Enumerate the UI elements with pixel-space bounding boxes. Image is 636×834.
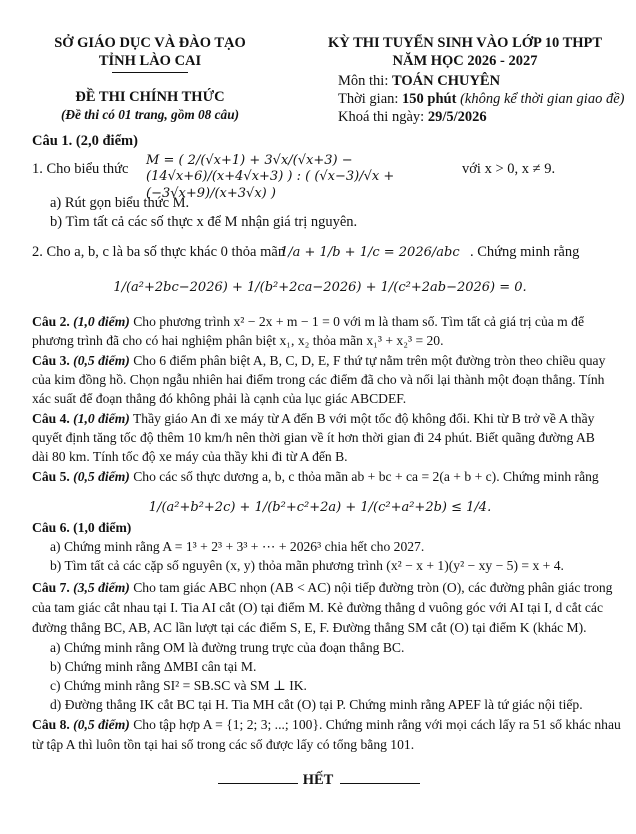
q7-part-c: c) Chứng minh rằng SI² = SB.SC và SM ⊥ IK. — [50, 678, 307, 693]
q3-line2: của kim đồng hồ. Chọn ngẫu nhiên hai điểm trong các điểm đã cho và nối lại thành một đoạn thẳng. Tính — [32, 372, 605, 387]
end-marker: HẾT — [302, 772, 334, 788]
q1-part-a: a) Rút gọn biểu thức M. — [50, 195, 190, 211]
q1-expression: M = ( 2/(√x+1) + 3√x/(√x+3) − (14√x+6)/(x+4√x+3) ) : ( (√x−3)/√x + (−3√x+9)/(x+3√x) ) — [146, 153, 395, 201]
q1-part1-lead: 1. Cho biểu thức — [32, 161, 129, 177]
q6-part-a: a) Chứng minh rằng A = 1³ + 2³ + 3³ + ⋯ + 2026³ chia hết cho 2027. — [50, 539, 425, 554]
q4-line2: quyết định tăng tốc độ thêm 10 km/h nên thời gian về ít hơn thời gian đi 24 phút. Biết quãng đường AB — [32, 430, 595, 445]
subject-line: Môn thi: TOÁN CHUYÊN — [338, 73, 501, 89]
q7-part-a: a) Chứng minh rằng OM là đường trung trực của đoạn thẳng BC. — [50, 640, 405, 655]
q1-part-b: b) Tìm tất cả các số thực x để M nhận giá trị nguyên. — [50, 214, 358, 230]
q8-line1: Câu 8. (0,5 điểm) Cho tập hợp A = {1; 2; 3; ...; 100}. Chứng minh rằng với mọi cách lấy ra 51 số khác nhau — [32, 717, 621, 732]
q2-line1: Câu 2. (1,0 điểm) Cho phương trình x² − 2x + m − 1 = 0 với m là tham số. Tìm tất cả giá trị của m để — [32, 314, 584, 329]
q6-part-b: b) Tìm tất cả các cặp số nguyên (x, y) thỏa mãn phương trình (x² − x + 1)(y² − xy − 5) = x + 4. — [50, 558, 564, 573]
q5-inequality: 1/(a²+b²+2c) + 1/(b²+c²+2a) + 1/(c²+a²+2b) ≤ 1/4. — [148, 500, 492, 515]
department-name: SỞ GIÁO DỤC VÀ ĐÀO TẠO — [54, 35, 246, 51]
q3-line1: Câu 3. (0,5 điểm) Cho 6 điểm phân biệt A, B, C, D, E, F thứ tự nằm trên một đường tròn theo chiều quay — [32, 353, 606, 368]
exam-note: (Đề thi có 01 trang, gồm 08 câu) — [60, 107, 240, 122]
exam-title: KỲ THI TUYỂN SINH VÀO LỚP 10 THPT — [327, 35, 603, 51]
q7-part-b: b) Chứng minh rằng ΔMBI cân tại M. — [50, 659, 257, 674]
q3-line3: xác suất để đoạn thẳng đó không phải là cạnh của lục giác ABCDEF. — [32, 391, 407, 406]
q1-part2-equation: 1/a + 1/b + 1/c = 2026/abc — [280, 245, 460, 260]
q1-heading: Câu 1. (2,0 điểm) — [32, 133, 138, 149]
q4-line3: dài 80 km. Tính tốc độ xe máy của thầy khi đi từ A đến B. — [32, 449, 348, 464]
date-line: Khoá thi ngày: 29/5/2026 — [338, 109, 487, 125]
q5-line1: Câu 5. (0,5 điểm) Cho các số thực dương a, b, c thỏa mãn ab + bc + ca = 2(a + b + c). Chứng minh rằng — [32, 469, 599, 484]
q1-part2-lead: 2. Cho a, b, c là ba số thực khác 0 thỏa mãn — [32, 244, 286, 260]
q8-line2: từ tập A thì luôn tồn tại hai số trong các số được lấy có tổng bằng 101. — [32, 737, 415, 752]
q7-line2: của tam giác cắt nhau tại I. Tia AI cắt (O) tại điểm M. Kẻ đường thẳng d vuông góc với AI tại I, d cắt các — [32, 600, 603, 615]
q7-part-d: d) Đường thẳng IK cắt BC tại H. Tia MH cắt (O) tại P. Chứng minh rằng APEF là tứ giác nội tiếp. — [50, 697, 583, 712]
time-line: Thời gian: 150 phút (không kể thời gian giao đề) — [338, 91, 625, 107]
province-name: TỈNH LÀO CAI — [98, 53, 202, 69]
school-year: NĂM HỌC 2026 - 2027 — [392, 53, 538, 69]
q1-part2-identity: 1/(a²+2bc−2026) + 1/(b²+2ca−2026) + 1/(c²+2ab−2026) = 0. — [113, 280, 527, 295]
q1-condition: với x > 0, x ≠ 9. — [462, 161, 556, 177]
official-label: ĐỀ THI CHÍNH THỨC — [75, 89, 225, 105]
footer-rule-left — [218, 783, 298, 784]
footer-rule-right — [340, 783, 420, 784]
q7-line3: đường thẳng BC, AB, AC lần lượt tại các điểm S, E, F. Đường thẳng SM cắt (O) tại điểm K (khác M). — [32, 620, 587, 635]
q6-heading: Câu 6. (1,0 điểm) — [32, 520, 132, 535]
q4-line1: Câu 4. (1,0 điểm) Thầy giáo An đi xe máy từ A đến B với một tốc độ không đổi. Khi từ B trở về A thầy — [32, 411, 595, 426]
header-underline-left — [112, 72, 188, 73]
q7-line1: Câu 7. (3,5 điểm) Cho tam giác ABC nhọn (AB < AC) nội tiếp đường tròn (O), các đường phân giác trong — [32, 580, 613, 595]
q2-line2: phương trình đã cho có hai nghiệm phân biệt x₁, x₂ thỏa mãn x₁³ + x₂³ = 20. — [32, 333, 444, 348]
q1-part2-tail: . Chứng minh rằng — [470, 244, 580, 260]
